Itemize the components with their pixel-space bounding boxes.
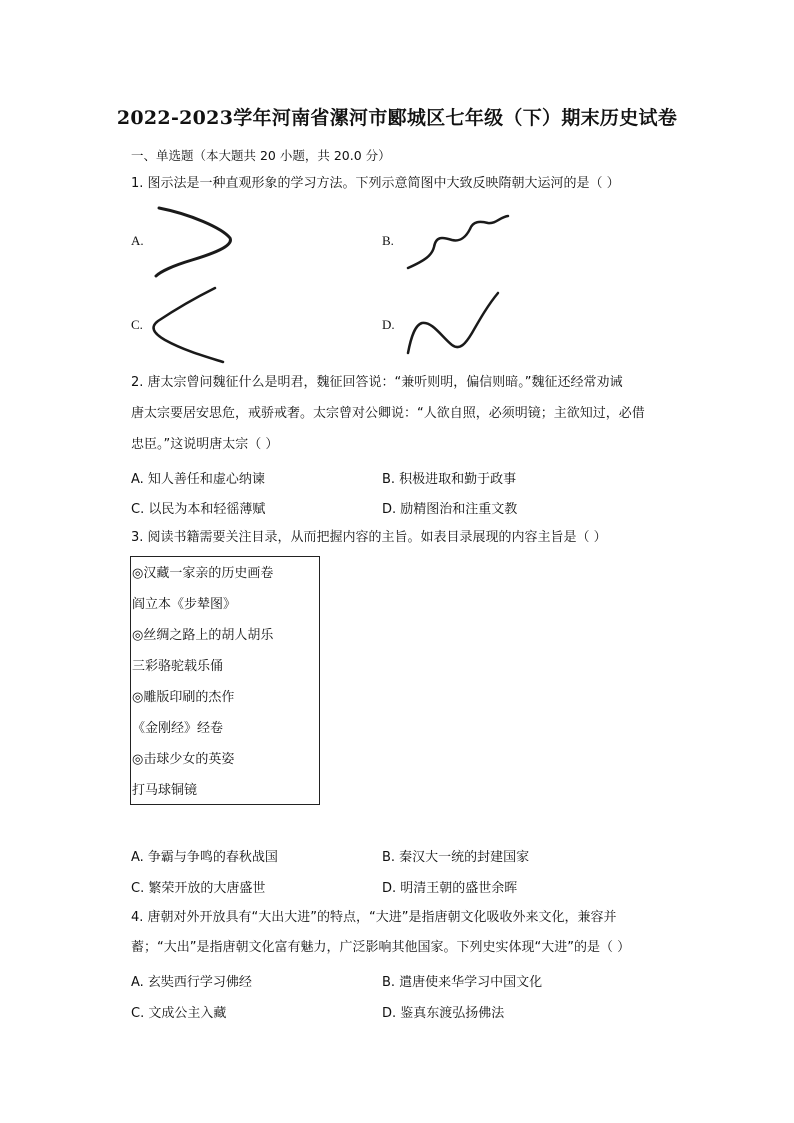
q3-table-row: 《金刚经》经卷 (132, 721, 224, 736)
q2-option-c: C. 以民为本和轻徭薄赋 (131, 502, 266, 517)
q2-option-d: D. 励精图治和注重文教 (382, 502, 518, 517)
q2-option-a: A. 知人善任和虚心纳谏 (131, 472, 265, 487)
q3-stem: 3. 阅读书籍需要关注目录，从而把握内容的主旨。如表目录展现的内容主旨是（ ） (131, 530, 607, 545)
q1-sketch-d (402, 285, 507, 360)
q2-stem-line-3: 忠臣。”这说明唐太宗（ ） (131, 437, 279, 452)
q1-sketch-c (145, 283, 230, 368)
q4-option-c: C. 文成公主入藏 (131, 1006, 227, 1021)
q1-label-b: B. (382, 233, 394, 248)
q3-option-d: D. 明清王朝的盛世余晖 (382, 881, 518, 896)
q3-option-b: B. 秦汉大一统的封建国家 (382, 850, 530, 865)
q4-stem-line-1: 4. 唐朝对外开放具有“大出大进”的特点，“大进”是指唐朝文化吸收外来文化，兼容并 (131, 910, 617, 925)
q2-option-b: B. 积极进取和勤于政事 (382, 472, 517, 487)
q4-option-d: D. 鉴真东渡弘扬佛法 (382, 1006, 505, 1021)
q3-option-a: A. 争霸与争鸣的春秋战国 (131, 850, 278, 865)
section-heading: 一、单选题（本大题共 20 小题，共 20.0 分） (131, 148, 391, 163)
q3-contents-table (130, 556, 320, 805)
q2-stem-line-2: 唐太宗要居安思危，戒骄戒奢。太宗曾对公卿说：“人欲自照，必须明镜；主欲知过，必借 (131, 406, 645, 421)
exam-title: 2022-2023学年河南省漯河市郾城区七年级（下）期末历史试卷 (116, 107, 678, 129)
q3-table-row: ◎雕版印刷的杰作 (132, 690, 235, 705)
q1-sketch-a (150, 200, 240, 280)
q1-label-a: A. (131, 233, 144, 248)
q3-option-c: C. 繁荣开放的大唐盛世 (131, 881, 266, 896)
q4-option-b: B. 遣唐使来华学习中国文化 (382, 975, 543, 990)
q3-table-row: ◎汉藏一家亲的历史画卷 (132, 566, 274, 581)
q4-option-a: A. 玄奘西行学习佛经 (131, 975, 252, 990)
q1-label-c: C. (131, 317, 143, 332)
q2-stem-line-1: 2. 唐太宗曾问魏征什么是明君，魏征回答说：“兼听则明，偏信则暗。”魏征还经常劝诫 (131, 375, 623, 390)
q1-stem: 1. 图示法是一种直观形象的学习方法。下列示意简图中大致反映隋朝大运河的是（ ） (131, 176, 620, 191)
q1-sketch-b (400, 210, 515, 275)
q3-table-row: 打马球铜镜 (132, 783, 198, 798)
q3-table-row: 阎立本《步辇图》 (132, 597, 237, 612)
q3-table-row: ◎丝绸之路上的胡人胡乐 (132, 628, 274, 643)
q1-label-d: D. (382, 317, 395, 332)
q3-table-row: 三彩骆驼载乐俑 (132, 659, 224, 674)
q3-table-row: ◎击球少女的英姿 (132, 752, 235, 767)
q4-stem-line-2: 蓄；“大出”是指唐朝文化富有魅力，广泛影响其他国家。下列史实体现“大进”的是（ ） (131, 940, 631, 955)
